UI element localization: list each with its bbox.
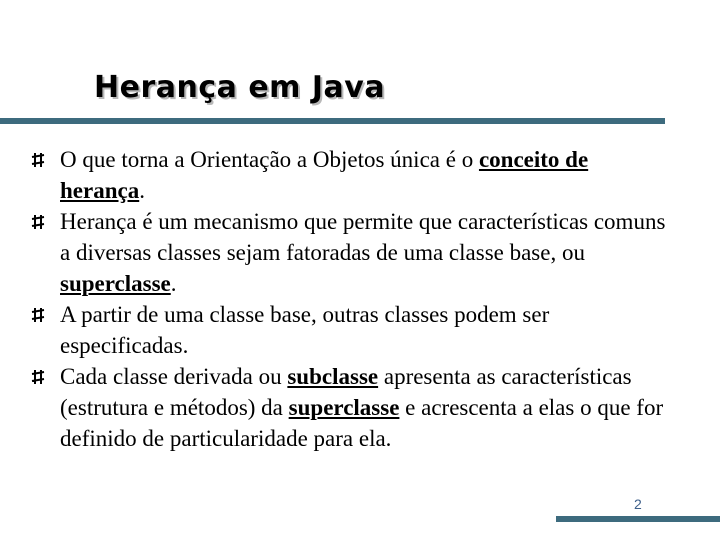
text-run: . [170, 271, 177, 296]
bullet-text [60, 209, 665, 296]
text-run: Cada classe derivada ou [60, 364, 288, 389]
z-hash-bullet-icon [30, 307, 46, 323]
z-hash-bullet-icon [30, 214, 46, 230]
bullet-item [30, 299, 670, 361]
page-number: 2 [634, 496, 642, 512]
bullet-list [30, 144, 670, 454]
title-divider [0, 118, 665, 124]
emphasized-term: superclasse [60, 271, 171, 296]
bullet-text [60, 364, 663, 451]
bullet-item [30, 361, 670, 454]
text-run: Herança é um mecanismo que permite que características comuns a diversas classes sejam fatoradas de uma classe base, ou [60, 209, 666, 265]
z-hash-bullet-icon [30, 152, 46, 168]
text-run: . [139, 178, 145, 203]
footer-divider [556, 516, 720, 522]
bullet-item [30, 144, 670, 206]
emphasized-term: subclasse [287, 364, 379, 389]
bullet-item [30, 206, 670, 299]
z-hash-bullet-icon [30, 369, 46, 385]
text-run: A partir de uma classe base, outras classes podem ser especificadas. [60, 302, 550, 358]
bullet-text [60, 302, 549, 358]
emphasized-term: conceito de herança [60, 147, 589, 203]
text-run: apresenta as características (estrutura e métodos) da [60, 364, 632, 420]
emphasized-term: superclasse [288, 395, 400, 420]
slide-title: Herança em Java [94, 70, 386, 105]
text-run: O que torna a Orientação a Objetos única é o [60, 147, 479, 172]
bullet-text [60, 147, 588, 203]
text-run: e acrescenta a elas o que for definido de particularidade para ela. [60, 395, 664, 451]
